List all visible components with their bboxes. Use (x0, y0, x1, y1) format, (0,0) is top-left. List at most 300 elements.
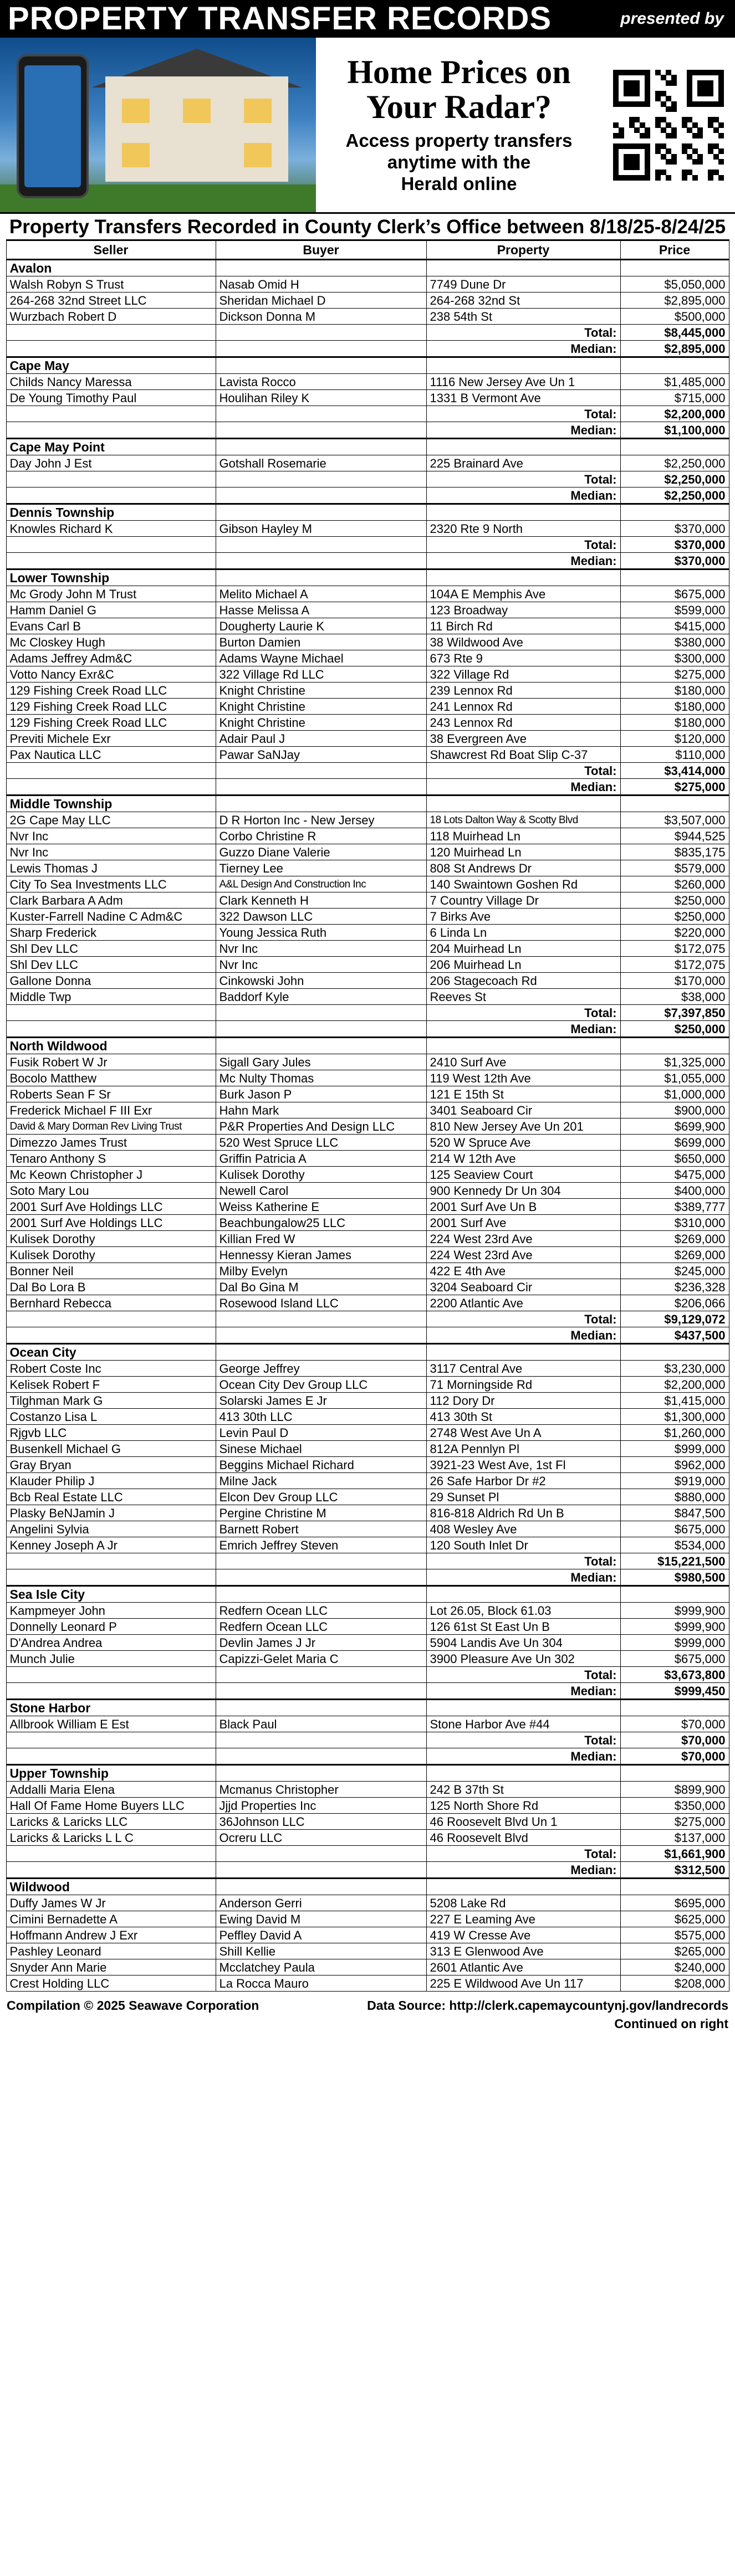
qr-module (655, 148, 661, 154)
seller-cell: Plasky BeNJamin J (6, 1505, 216, 1521)
empty-cell (6, 406, 216, 422)
property-cell: 2601 Atlantic Ave (426, 1959, 620, 1975)
seller-cell: Klauder Philip J (6, 1473, 216, 1489)
qr-module (671, 106, 677, 112)
property-cell: 264-268 32nd St (426, 293, 620, 309)
total-label: Total: (426, 763, 620, 779)
buyer-cell: Lavista Rocco (216, 374, 426, 390)
buyer-cell: Corbo Christine R (216, 828, 426, 844)
town-name: Middle Township (6, 796, 216, 812)
seller-cell: 2001 Surf Ave Holdings LLC (6, 1215, 216, 1231)
buyer-cell: Knight Christine (216, 699, 426, 715)
seller-cell: Kulisek Dorothy (6, 1247, 216, 1263)
qr-module (666, 80, 671, 86)
town-header-row (6, 1038, 729, 1054)
qr-module (634, 80, 640, 86)
seller-cell: Bonner Neil (6, 1263, 216, 1279)
qr-module (613, 154, 619, 160)
table-row (6, 699, 729, 715)
qr-module (645, 70, 650, 75)
property-cell: 422 E 4th Ave (426, 1263, 620, 1279)
qr-module (661, 127, 666, 133)
empty-cell (216, 1732, 426, 1748)
table-row (6, 521, 729, 537)
buyer-cell: Dal Bo Gina M (216, 1279, 426, 1295)
qr-module (624, 70, 629, 75)
property-cell: 2200 Atlantic Ave (426, 1295, 620, 1311)
table-row (6, 1279, 729, 1295)
qr-module (645, 143, 650, 149)
qr-module (640, 133, 645, 138)
qr-module (687, 96, 692, 101)
property-cell: 238 54th St (426, 309, 620, 325)
table-row (6, 1651, 729, 1667)
ad-headline (347, 55, 570, 125)
seller-cell: Bocolo Matthew (6, 1070, 216, 1086)
property-cell: 313 E Glenwood Ave (426, 1943, 620, 1959)
median-label: Median: (426, 553, 620, 569)
price-cell: $999,900 (620, 1603, 729, 1619)
price-cell: $3,230,000 (620, 1361, 729, 1377)
qr-module (629, 154, 635, 160)
buyer-cell: Hasse Melissa A (216, 602, 426, 618)
empty-cell (426, 1765, 620, 1782)
empty-cell (216, 406, 426, 422)
empty-cell (216, 1005, 426, 1021)
total-label: Total: (426, 1667, 620, 1683)
table-row (6, 1489, 729, 1505)
buyer-cell: Clark Kenneth H (216, 892, 426, 909)
table-row (6, 1716, 729, 1732)
total-value: $2,250,000 (620, 471, 729, 488)
total-value: $370,000 (620, 537, 729, 553)
qr-module (661, 117, 666, 122)
qr-module (640, 70, 645, 75)
property-cell: 224 West 23rd Ave (426, 1247, 620, 1263)
table-row (6, 941, 729, 957)
buyer-cell: Young Jessica Ruth (216, 925, 426, 941)
qr-module (692, 70, 698, 75)
qr-module (629, 175, 635, 181)
table-row (6, 860, 729, 876)
qr-module (718, 175, 724, 181)
price-cell: $999,000 (620, 1635, 729, 1651)
seller-cell: 264-268 32nd Street LLC (6, 293, 216, 309)
price-cell: $675,000 (620, 586, 729, 602)
qr-module (697, 133, 703, 138)
buyer-cell: Nasab Omid H (216, 276, 426, 293)
empty-cell (216, 471, 426, 488)
property-cell: 206 Muirhead Ln (426, 957, 620, 973)
qr-module (624, 91, 629, 96)
empty-cell (426, 260, 620, 276)
empty-cell (6, 1569, 216, 1586)
qr-module (613, 143, 619, 149)
seller-cell: Sharp Frederick (6, 925, 216, 941)
qr-module (713, 127, 719, 133)
qr-module (645, 101, 650, 107)
buyer-cell: Weiss Katherine E (216, 1199, 426, 1215)
qr-module (634, 159, 640, 165)
price-cell: $944,525 (620, 828, 729, 844)
price-cell: $962,000 (620, 1457, 729, 1473)
property-cell: 118 Muirhead Ln (426, 828, 620, 844)
qr-module (640, 122, 645, 128)
price-cell: $650,000 (620, 1151, 729, 1167)
price-cell: $1,415,000 (620, 1393, 729, 1409)
qr-module (613, 75, 619, 80)
town-header-row (6, 504, 729, 521)
table-row (6, 1086, 729, 1102)
seller-cell: Soto Mary Lou (6, 1183, 216, 1199)
qr-module (619, 175, 624, 181)
qr-code-icon[interactable] (602, 38, 735, 212)
property-cell: 204 Muirhead Ln (426, 941, 620, 957)
buyer-cell: 520 West Spruce LLC (216, 1135, 426, 1151)
buyer-cell: Ocean City Dev Group LLC (216, 1377, 426, 1393)
empty-cell (216, 1586, 426, 1603)
seller-cell: Kuster-Farrell Nadine C Adm&C (6, 909, 216, 925)
table-row (6, 1814, 729, 1830)
median-row (6, 553, 729, 569)
median-row (6, 1748, 729, 1765)
median-row (6, 422, 729, 439)
qr-module (713, 170, 719, 175)
price-cell: $180,000 (620, 683, 729, 699)
empty-cell (6, 537, 216, 553)
seller-cell: Gray Bryan (6, 1457, 216, 1473)
property-cell: 243 Lennox Rd (426, 715, 620, 731)
continued-note: Continued on right (614, 2016, 728, 2031)
seller-cell: Hoffmann Andrew J Exr (6, 1927, 216, 1943)
empty-cell (216, 504, 426, 521)
qr-module (624, 101, 629, 107)
table-row (6, 1425, 729, 1441)
total-value: $2,200,000 (620, 406, 729, 422)
seller-cell: Laricks & Laricks LLC (6, 1814, 216, 1830)
qr-module (692, 159, 698, 165)
qr-module (613, 170, 619, 175)
buyer-cell: 322 Dawson LLC (216, 909, 426, 925)
table-row (6, 1537, 729, 1553)
price-cell: $415,000 (620, 618, 729, 634)
ad-headline-line: Home Prices on (347, 54, 571, 91)
property-cell: 3401 Seaboard Cir (426, 1102, 620, 1118)
empty-cell (6, 471, 216, 488)
price-cell: $675,000 (620, 1651, 729, 1667)
table-heading: Property Transfers Recorded in County Clerk’s Office between 8/18/25-8/24/25 (9, 216, 726, 238)
price-cell: $172,075 (620, 941, 729, 957)
price-cell: $579,000 (620, 860, 729, 876)
buyer-cell: Redfern Ocean LLC (216, 1619, 426, 1635)
property-cell: 322 Village Rd (426, 666, 620, 683)
median-value: $980,500 (620, 1569, 729, 1586)
price-cell: $1,260,000 (620, 1425, 729, 1441)
qr-module (708, 175, 713, 181)
table-row (6, 666, 729, 683)
qr-module (619, 70, 624, 75)
buyer-cell: Elcon Dev Group LLC (216, 1489, 426, 1505)
qr-module (634, 70, 640, 75)
property-cell: 7 Birks Ave (426, 909, 620, 925)
buyer-cell: Capizzi-Gelet Maria C (216, 1651, 426, 1667)
seller-cell: Roberts Sean F Sr (6, 1086, 216, 1102)
empty-cell (216, 488, 426, 504)
qr-module (666, 148, 671, 154)
property-cell: Lot 26.05, Block 61.03 (426, 1603, 620, 1619)
total-row (6, 1667, 729, 1683)
empty-cell (620, 260, 729, 276)
total-label: Total: (426, 1846, 620, 1862)
herald-advertisement[interactable] (0, 38, 735, 214)
empty-cell (216, 1667, 426, 1683)
buyer-cell: Beggins Michael Richard (216, 1457, 426, 1473)
qr-module (640, 175, 645, 181)
qr-module (687, 70, 692, 75)
price-cell: $220,000 (620, 925, 729, 941)
seller-cell: D'Andrea Andrea (6, 1635, 216, 1651)
qr-module (713, 143, 719, 149)
qr-module (703, 70, 708, 75)
price-cell: $180,000 (620, 715, 729, 731)
table-row (6, 1782, 729, 1798)
property-cell: 38 Evergreen Ave (426, 731, 620, 747)
median-label: Median: (426, 1327, 620, 1344)
empty-cell (6, 325, 216, 341)
table-row (6, 1393, 729, 1409)
qr-module (634, 175, 640, 181)
qr-module (634, 91, 640, 96)
qr-module (697, 159, 703, 165)
qr-module (624, 154, 629, 160)
empty-cell (426, 1344, 620, 1361)
price-cell: $245,000 (620, 1263, 729, 1279)
empty-cell (216, 422, 426, 439)
price-cell: $1,000,000 (620, 1086, 729, 1102)
buyer-cell: Knight Christine (216, 715, 426, 731)
property-cell: Reeves St (426, 989, 620, 1005)
property-cell: 140 Swaintown Goshen Rd (426, 876, 620, 892)
seller-cell: Middle Twp (6, 989, 216, 1005)
qr-module (666, 175, 671, 181)
median-label: Median: (426, 341, 620, 357)
table-row (6, 1409, 729, 1425)
table-row (6, 1377, 729, 1393)
qr-module (687, 75, 692, 80)
column-header-seller: Seller (6, 240, 216, 260)
property-cell: 71 Morningside Rd (426, 1377, 620, 1393)
qr-module (629, 101, 635, 107)
median-value: $70,000 (620, 1748, 729, 1765)
price-cell: $170,000 (620, 973, 729, 989)
table-row (6, 1070, 729, 1086)
empty-cell (216, 569, 426, 586)
table-row (6, 1830, 729, 1846)
seller-cell: Kampmeyer John (6, 1603, 216, 1619)
empty-cell (620, 504, 729, 521)
qr-module (645, 154, 650, 160)
empty-cell (620, 796, 729, 812)
buyer-cell: Shill Kellie (216, 1943, 426, 1959)
seller-cell: Pax Nautica LLC (6, 747, 216, 763)
total-label: Total: (426, 325, 620, 341)
buyer-cell: Jjjd Properties Inc (216, 1798, 426, 1814)
buyer-cell: Dickson Donna M (216, 309, 426, 325)
median-row (6, 341, 729, 357)
price-cell: $715,000 (620, 390, 729, 406)
seller-cell: Duffy James W Jr (6, 1895, 216, 1911)
buyer-cell: Devlin James J Jr (216, 1635, 426, 1651)
property-cell: 241 Lennox Rd (426, 699, 620, 715)
qr-module (687, 91, 692, 96)
empty-cell (6, 422, 216, 439)
town-name: Cape May (6, 357, 216, 374)
median-value: $250,000 (620, 1021, 729, 1038)
qr-module (645, 165, 650, 170)
qr-module (687, 127, 692, 133)
table-row (6, 276, 729, 293)
empty-cell (620, 1344, 729, 1361)
seller-cell: Evans Carl B (6, 618, 216, 634)
qr-module (718, 122, 724, 128)
price-cell: $999,900 (620, 1619, 729, 1635)
total-row (6, 763, 729, 779)
qr-module (645, 148, 650, 154)
total-label: Total: (426, 1732, 620, 1748)
seller-cell: Bernhard Rebecca (6, 1295, 216, 1311)
town-header-row (6, 796, 729, 812)
price-cell: $500,000 (620, 309, 729, 325)
buyer-cell: Nvr Inc (216, 941, 426, 957)
qr-module (629, 70, 635, 75)
table-row (6, 1118, 729, 1135)
total-label: Total: (426, 1311, 620, 1327)
qr-module (703, 80, 708, 86)
qr-module (671, 133, 677, 138)
qr-module (671, 75, 677, 80)
price-cell: $275,000 (620, 666, 729, 683)
seller-cell: Childs Nancy Maressa (6, 374, 216, 390)
table-row (6, 1151, 729, 1167)
empty-cell (216, 1748, 426, 1765)
town-header-row (6, 1879, 729, 1895)
qr-module (655, 175, 661, 181)
qr-module (655, 170, 661, 175)
seller-cell: Hamm Daniel G (6, 602, 216, 618)
seller-cell: Mc Grody John M Trust (6, 586, 216, 602)
buyer-cell: Peffley David A (216, 1927, 426, 1943)
price-cell: $250,000 (620, 892, 729, 909)
property-cell: 2001 Surf Ave (426, 1215, 620, 1231)
table-row (6, 715, 729, 731)
empty-cell (216, 1327, 426, 1344)
table-row (6, 1295, 729, 1311)
price-cell: $1,055,000 (620, 1070, 729, 1086)
buyer-cell: Pawar SaNJay (216, 747, 426, 763)
buyer-cell: Mcclatchey Paula (216, 1959, 426, 1975)
total-row (6, 325, 729, 341)
seller-cell: Frederick Michael F III Exr (6, 1102, 216, 1118)
seller-cell: Laricks & Laricks L L C (6, 1830, 216, 1846)
total-row (6, 1005, 729, 1021)
town-header-row (6, 260, 729, 276)
qr-code-pattern[interactable] (613, 70, 724, 181)
total-value: $15,221,500 (620, 1553, 729, 1569)
qr-module (629, 159, 635, 165)
total-label: Total: (426, 537, 620, 553)
property-cell: 112 Dory Dr (426, 1393, 620, 1409)
buyer-cell: Pergine Christine M (216, 1505, 426, 1521)
median-value: $999,450 (620, 1683, 729, 1700)
property-cell: 408 Wesley Ave (426, 1521, 620, 1537)
qr-module (645, 127, 650, 133)
table-row (6, 390, 729, 406)
buyer-cell: Nvr Inc (216, 957, 426, 973)
empty-cell (6, 1862, 216, 1879)
town-name: Sea Isle City (6, 1586, 216, 1603)
seller-cell: Angelini Sylvia (6, 1521, 216, 1537)
empty-cell (426, 1586, 620, 1603)
empty-cell (6, 1846, 216, 1862)
property-cell: 120 Muirhead Ln (426, 844, 620, 860)
town-header-row (6, 357, 729, 374)
qr-module (718, 80, 724, 86)
table-row (6, 747, 729, 763)
buyer-cell: Burton Damien (216, 634, 426, 650)
town-header-row (6, 1344, 729, 1361)
qr-module (655, 91, 661, 96)
town-header-row (6, 1765, 729, 1782)
price-cell: $899,900 (620, 1782, 729, 1798)
data-source-link[interactable]: Data Source: http://clerk.capemaycountynj.gov/landrecords (367, 1998, 728, 2013)
seller-cell: Wurzbach Robert D (6, 309, 216, 325)
seller-cell: Dimezzo James Trust (6, 1135, 216, 1151)
price-cell: $275,000 (620, 1814, 729, 1830)
property-cell: 3117 Central Ave (426, 1361, 620, 1377)
table-row (6, 1183, 729, 1199)
qr-module (613, 91, 619, 96)
seller-cell: Nvr Inc (6, 828, 216, 844)
seller-cell: Tilghman Mark G (6, 1393, 216, 1409)
median-label: Median: (426, 422, 620, 439)
property-cell: Stone Harbor Ave #44 (426, 1716, 620, 1732)
seller-cell: Pashley Leonard (6, 1943, 216, 1959)
property-cell: 520 W Spruce Ave (426, 1135, 620, 1151)
median-row (6, 1862, 729, 1879)
qr-module (708, 91, 713, 96)
town-name: Wildwood (6, 1879, 216, 1895)
town-name: Lower Township (6, 569, 216, 586)
qr-module (697, 127, 703, 133)
qr-module (713, 154, 719, 160)
qr-module (640, 101, 645, 107)
property-cell: 214 W 12th Ave (426, 1151, 620, 1167)
buyer-cell: Sigall Gary Jules (216, 1054, 426, 1070)
property-cell: 900 Kennedy Dr Un 304 (426, 1183, 620, 1199)
qr-module (682, 148, 687, 154)
qr-module (645, 159, 650, 165)
buyer-cell: Newell Carol (216, 1183, 426, 1199)
empty-cell (620, 1038, 729, 1054)
qr-module (645, 96, 650, 101)
table-row (6, 1135, 729, 1151)
qr-module (708, 117, 713, 122)
table-row (6, 586, 729, 602)
property-cell: 2748 West Ave Un A (426, 1425, 620, 1441)
empty-cell (620, 1586, 729, 1603)
empty-cell (620, 357, 729, 374)
qr-module (687, 154, 692, 160)
